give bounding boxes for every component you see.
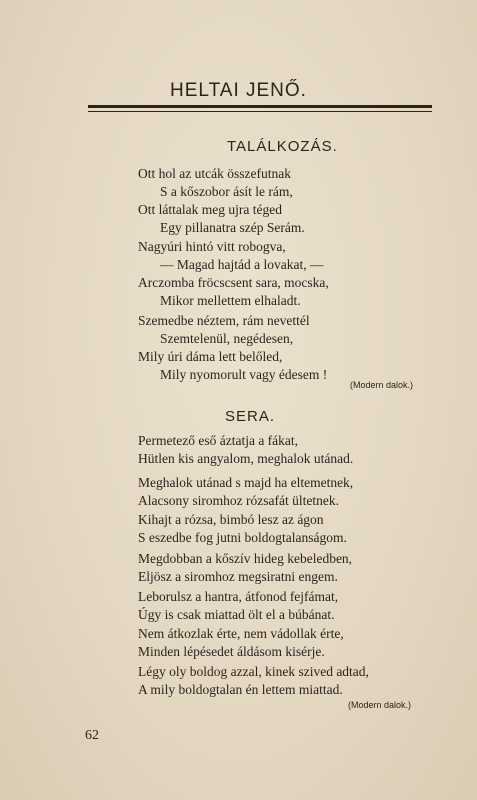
poem2-couplet-6 bbox=[138, 625, 438, 661]
poem-line: Nagyúri hintó vitt robogva, bbox=[138, 239, 286, 254]
poem-title-talalkozas: TALÁLKOZÁS. bbox=[227, 138, 338, 155]
poem-line: A mily boldogtalan én lettem miattad. bbox=[138, 682, 343, 697]
page-number: 62 bbox=[85, 728, 99, 743]
poem-line: Permetező eső áztatja a fákat, bbox=[138, 433, 299, 448]
poem1-stanza-3 bbox=[138, 312, 438, 384]
poem-line: — Magad hajtád a lovakat, — bbox=[160, 257, 324, 272]
poem-line: Alacsony siromhoz rózsafát ültetnek. bbox=[138, 493, 339, 508]
poem-line: Egy pillanatra szép Serám. bbox=[160, 220, 305, 235]
poem2-couplet-7 bbox=[138, 663, 438, 699]
poem2-couplet-3 bbox=[138, 511, 438, 547]
poem2-source: (Modern dalok.) bbox=[348, 700, 412, 710]
poem1-stanza-1 bbox=[138, 165, 438, 237]
poem2-couplet-1 bbox=[138, 432, 438, 468]
poem-line: Mily úri dáma lett belőled, bbox=[138, 349, 283, 364]
page-header-author: HELTAI JENŐ. bbox=[170, 80, 307, 101]
poem-line: Úgy is csak miattad ölt el a búbánat. bbox=[138, 607, 335, 622]
poem-title-sera: SERA. bbox=[225, 408, 276, 425]
poem1-source: (Modern dalok.) bbox=[350, 380, 414, 390]
poem-line: Mikor mellettem elhaladt. bbox=[160, 293, 301, 308]
poem-line: Szemedbe néztem, rám nevettél bbox=[138, 313, 310, 328]
poem-line: Mily nyomorult vagy édesem ! bbox=[160, 367, 328, 382]
header-rule-thick bbox=[88, 105, 432, 108]
poem-line: Légy oly boldog azzal, kinek szived adtad, bbox=[138, 664, 369, 679]
header-rule-thin bbox=[88, 111, 432, 112]
poem2-couplet-5 bbox=[138, 588, 438, 624]
poem-line: Arczomba fröcscsent sara, mocska, bbox=[138, 275, 329, 290]
poem2-couplet-4 bbox=[138, 550, 438, 586]
poem-line: Hütlen kis angyalom, meghalok utánad. bbox=[138, 451, 354, 466]
poem-line: Meghalok utánad s majd ha eltemetnek, bbox=[138, 475, 354, 490]
poem-line: Eljösz a siromhoz megsiratni engem. bbox=[138, 569, 338, 584]
poem-line: Nem átkozlak érte, nem vádollak érte, bbox=[138, 626, 344, 641]
poem-line: Ott hol az utcák összefutnak bbox=[138, 166, 291, 181]
poem1-stanza-2 bbox=[138, 238, 438, 310]
poem2-couplet-2 bbox=[138, 474, 438, 510]
poem-line: Kihajt a rózsa, bimbó lesz az ágon bbox=[138, 512, 324, 527]
poem-line: S eszedbe fog jutni boldogtalanságom. bbox=[138, 530, 347, 545]
poem-line: Minden lépésedet áldásom kisérje. bbox=[138, 644, 325, 659]
poem-line: S a kőszobor ásít le rám, bbox=[160, 184, 293, 199]
poem-line: Megdobban a kőszív hideg kebeledben, bbox=[138, 551, 353, 566]
poem-line: Ott láttalak meg ujra téged bbox=[138, 202, 282, 217]
poem-line: Leborulsz a hantra, átfonod fejfámat, bbox=[138, 589, 339, 604]
poem-line: Szemtelenül, negédesen, bbox=[160, 331, 294, 346]
